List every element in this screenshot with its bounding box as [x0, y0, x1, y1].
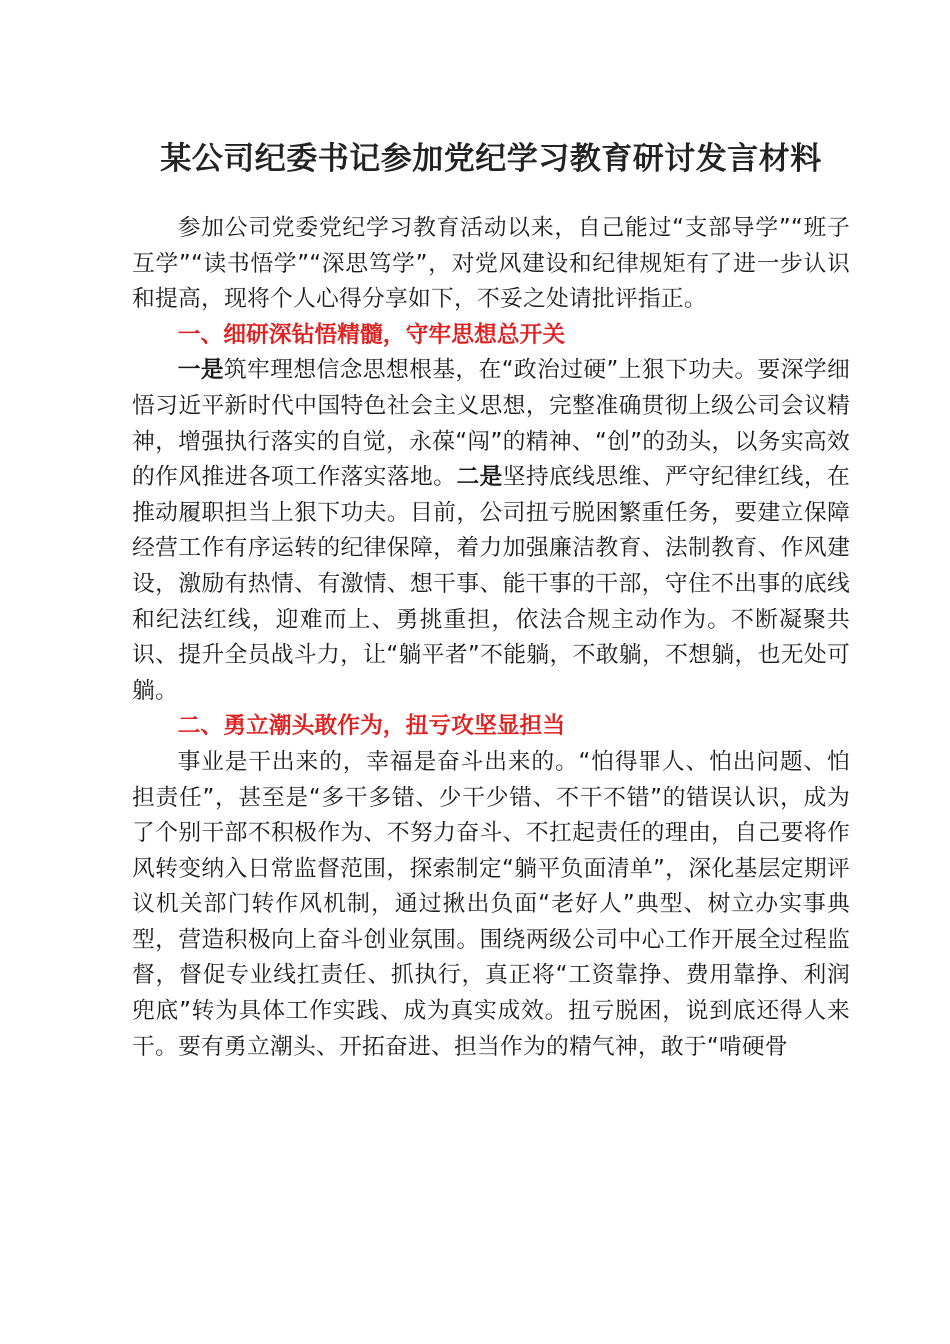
paragraph-text-b: 坚持底线思维、严守纪律红线，在推动履职担当上狠下功夫。目前，公司扭亏脱困繁重任务，要建立保障经营工作有序运转的纪律保障，着力加强廉洁教育、法制教育、作风建设，激励有热情、有激情、想干事、能干事的干部，守住不出事的底线和纪法红线，迎难而上、勇挑重担，依法合规主动作为。不断凝聚共识、提升全员战斗力，让“躺平者”不能躺，不敢躺，不想躺，也无处可躺。 — [132, 464, 850, 704]
paragraph-text-a: 筑牢理想信念思想根基，在“政治过硬”上狠下功夫。要深学细悟习近平新时代中国特色社会主义思想，完整准确贯彻上级公司会议精神，增强执行落实的自觉，永葆“闯”的精神、“创”的劲头，以务实高效的作风推进各项工作落实落地。 — [132, 357, 850, 491]
section-heading-1: 一、细研深钻悟精髓，守牢思想总开关 — [177, 321, 566, 348]
lead-second: 二是 — [456, 464, 503, 491]
section-1-paragraph — [132, 353, 850, 709]
document-title: 某公司纪委书记参加党纪学习教育研讨发言材料 — [160, 141, 822, 177]
section-heading-2: 二、勇立潮头敢作为，扭亏攻坚显担当 — [177, 713, 566, 740]
intro-paragraph: 参加公司党委党纪学习教育活动以来，自己能过“支部导学”“班子互学”“读书悟学”“深思笃学”，对党风建设和纪律规矩有了进一步认识和提高，现将个人心得分享如下，不妥之处请批评指正。 — [132, 215, 850, 313]
section-2-paragraph: 事业是干出来的，幸福是奋斗出来的。“怕得罪人、怕出问题、怕担责任”，甚至是“多干多错、少干少错、不干不错”的错误认识，成为了个别干部不积极作为、不努力奋斗、不扛起责任的理由，自己要将作风转变纳入日常监督范围，探索制定“躺平负面清单”，深化基层定期评议机关部门转作风机制，通过揪出负面“老好人”典型、树立办实事典型，营造积极向上奋斗创业氛围。围绕两级公司中心工作开展全过程监督，督促专业线扛责任、抓执行，真正将“工资靠挣、费用靠挣、利润兜底”转为具体工作实践、成为真实成效。扭亏脱困，说到底还得人来干。要有勇立潮头、开拓奋进、担当作为的精气神，敢于“啃硬骨 — [132, 748, 850, 1060]
lead-first: 一是 — [177, 357, 224, 384]
document-page — [132, 138, 850, 1065]
